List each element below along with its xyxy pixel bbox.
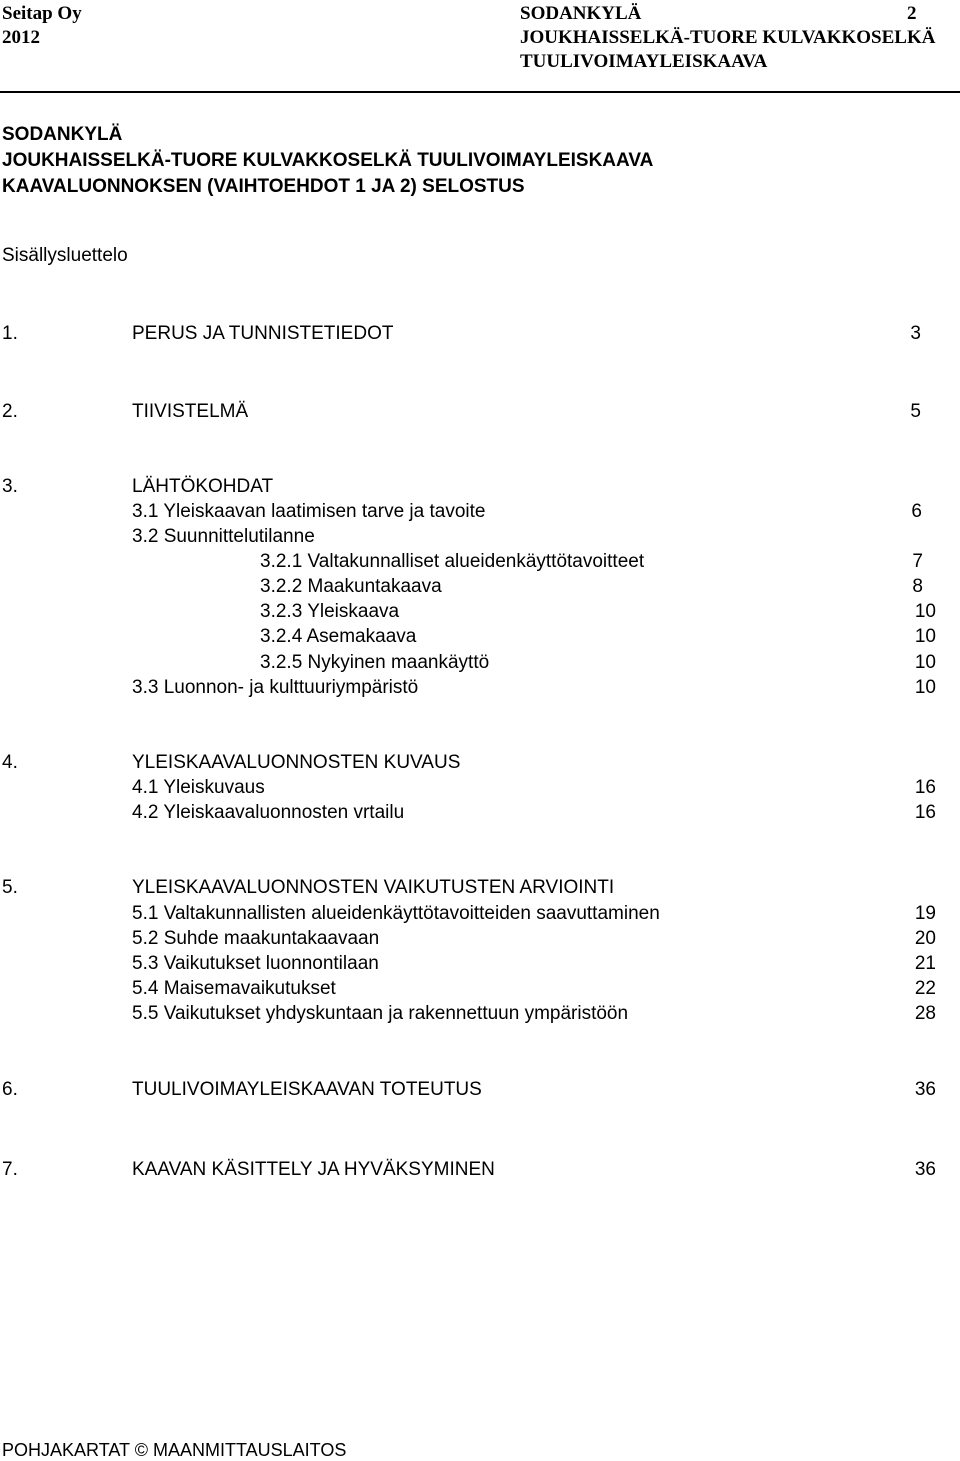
toc-entry-label: 3.2.4 Asemakaava	[260, 626, 417, 647]
toc-entry[interactable]	[0, 750, 960, 775]
footer-credit: POHJAKARTAT © MAANMITTAUSLAITOS	[2, 1440, 347, 1460]
toc-entry-page: 3	[910, 323, 921, 344]
toc-entry-label: YLEISKAAVALUONNOSTEN VAIKUTUSTEN ARVIOINTI	[132, 877, 615, 898]
toc-entry-label: 3.2.5 Nykyinen maankäyttö	[260, 652, 490, 673]
toc-entry-page: 8	[912, 576, 923, 597]
toc-entry-page: 5	[910, 401, 921, 422]
toc-entry[interactable]	[0, 499, 960, 524]
toc-entry-page: 10	[914, 601, 936, 622]
toc-entry[interactable]	[0, 675, 960, 700]
toc-entry[interactable]	[0, 474, 960, 499]
toc-entry-number: 5.	[2, 877, 18, 898]
toc-entry-page: 28	[914, 1003, 936, 1024]
toc-entry-label: 4.1 Yleiskuvaus	[132, 777, 265, 798]
toc-entry-label: PERUS JA TUNNISTETIEDOT	[132, 323, 394, 344]
toc-entry-label: YLEISKAAVALUONNOSTEN KUVAUS	[132, 752, 461, 773]
toc-entry[interactable]	[0, 951, 960, 976]
toc-entry[interactable]	[0, 599, 960, 624]
toc-entry-page: 36	[914, 1159, 936, 1180]
toc-entry-number: 2.	[2, 401, 18, 422]
toc-entry-number: 7.	[2, 1159, 18, 1180]
header-title-line: JOUKHAISSELKÄ-TUORE KULVAKKOSELKÄ	[520, 27, 936, 48]
toc-entry[interactable]	[0, 775, 960, 800]
toc-entry-page: 22	[914, 978, 936, 999]
toc-entry[interactable]	[0, 800, 960, 825]
toc-entry-page: 10	[914, 626, 936, 647]
toc-entry[interactable]	[0, 574, 960, 599]
toc-entry[interactable]	[0, 524, 960, 549]
toc-entry-label: 3.2.2 Maakuntakaava	[260, 576, 442, 597]
document-title-line: KAAVALUONNOKSEN (VAIHTOEHDOT 1 JA 2) SELOSTUS	[2, 176, 525, 197]
toc-entry[interactable]	[0, 901, 960, 926]
toc-entry-label: KAAVAN KÄSITTELY JA HYVÄKSYMINEN	[132, 1159, 495, 1180]
toc-entry-label: TIIVISTELMÄ	[132, 401, 249, 422]
toc-entry-page: 10	[914, 652, 936, 673]
toc-entry[interactable]	[0, 1001, 960, 1026]
toc-entry[interactable]	[0, 650, 960, 675]
toc-entry-label: 3.1 Yleiskaavan laatimisen tarve ja tavoite	[132, 501, 486, 522]
toc-entry-label: 3.2.1 Valtakunnalliset alueidenkäyttötavoitteet	[260, 551, 645, 572]
toc-entry[interactable]	[0, 1157, 960, 1182]
toc-entry-number: 1.	[2, 323, 18, 344]
toc-entry-number: 4.	[2, 752, 18, 773]
header-divider	[0, 91, 960, 93]
toc-entry-label: 4.2 Yleiskaavaluonnosten vrtailu	[132, 802, 405, 823]
toc-entry-label: 5.4 Maisemavaikutukset	[132, 978, 336, 999]
toc-entry-page: 16	[914, 777, 936, 798]
toc-entry[interactable]	[0, 321, 960, 346]
toc-entry[interactable]	[0, 1077, 960, 1102]
header-year: 2012	[2, 27, 40, 48]
toc-entry[interactable]	[0, 549, 960, 574]
toc-entry-label: LÄHTÖKOHDAT	[132, 476, 274, 497]
toc-entry-number: 6.	[2, 1079, 18, 1100]
toc-entry-page: 36	[914, 1079, 936, 1100]
toc-entry-page: 7	[912, 551, 923, 572]
toc-entry-label: 5.1 Valtakunnallisten alueidenkäyttötavoitteiden saavuttaminen	[132, 903, 660, 924]
toc-entry-page: 6	[911, 501, 922, 522]
toc-entry-number: 3.	[2, 476, 18, 497]
toc-entry-label: 5.5 Vaikutukset yhdyskuntaan ja rakennettuun ympäristöön	[132, 1003, 629, 1024]
toc-entry[interactable]	[0, 399, 960, 424]
toc-heading: Sisällysluettelo	[2, 245, 128, 266]
toc-entry-page: 20	[914, 928, 936, 949]
toc-entry-label: 5.3 Vaikutukset luonnontilaan	[132, 953, 379, 974]
header-title	[520, 2, 935, 74]
toc-entry[interactable]	[0, 976, 960, 1001]
toc-entry-label: 5.2 Suhde maakuntakaavaan	[132, 928, 380, 949]
toc-entry-label: 3.3 Luonnon- ja kulttuuriympäristö	[132, 677, 419, 698]
header-title-line: TUULIVOIMAYLEISKAAVA	[520, 51, 768, 72]
toc-entry-label: 3.2.3 Yleiskaava	[260, 601, 400, 622]
toc-entry-page: 19	[914, 903, 936, 924]
toc-entry-page: 21	[914, 953, 936, 974]
toc-entry[interactable]	[0, 624, 960, 649]
header-page-number: 2	[907, 3, 917, 24]
document-title-line: SODANKYLÄ	[2, 124, 123, 145]
toc-entry-page: 16	[914, 802, 936, 823]
document-title	[2, 122, 653, 200]
header-title-line: SODANKYLÄ	[520, 3, 642, 24]
document-title-line: JOUKHAISSELKÄ-TUORE KULVAKKOSELKÄ TUULIVOIMAYLEISKAAVA	[2, 150, 654, 171]
header-company: Seitap Oy	[2, 3, 82, 24]
toc-entry-label: TUULIVOIMAYLEISKAAVAN TOTEUTUS	[132, 1079, 482, 1100]
toc-entry-label: 3.2 Suunnittelutilanne	[132, 526, 315, 547]
toc-entry[interactable]	[0, 875, 960, 900]
toc-entry[interactable]	[0, 926, 960, 951]
toc-entry-page: 10	[914, 677, 936, 698]
